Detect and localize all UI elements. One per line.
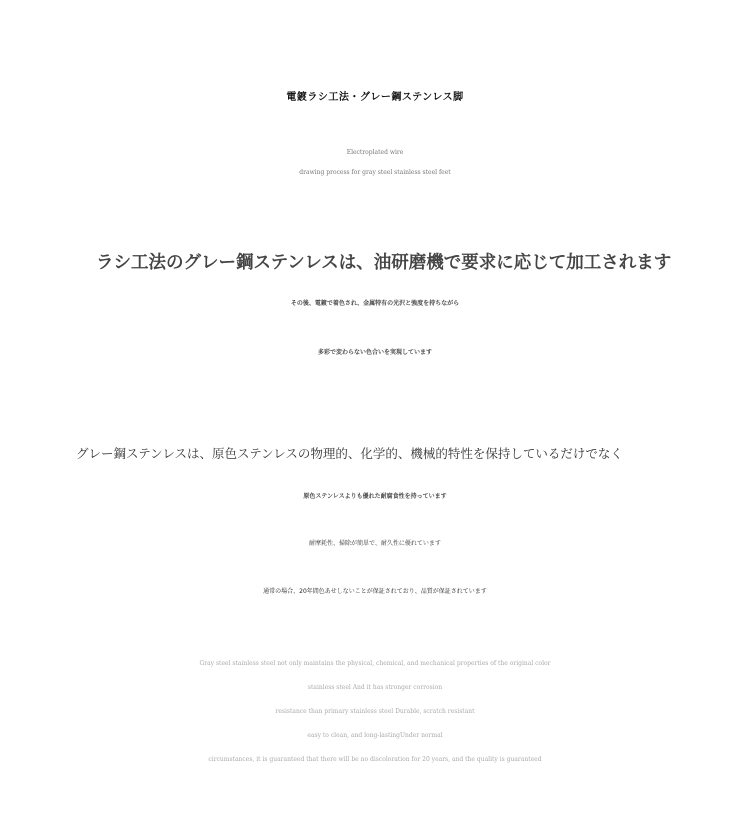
- features-jp-line-1: グレー鋼ステンレスは、原色ステンレスの物理的、化学的、機械的特性を保持しているだけでなく: [76, 446, 623, 461]
- features-jp-line-3: 耐摩耗性、掃除が簡単で、耐久性に優れています: [309, 540, 441, 547]
- intro-jp-line-2: その後、電鍍で着色され、金属特有の光沢と強度を持ちながら: [290, 300, 460, 307]
- page-title: 電鍍ラシ工法・グレー鋼ステンレス脚: [286, 92, 464, 103]
- subtitle-en-line-2: drawing process for gray steel stainless steel feet: [299, 169, 451, 176]
- features-en-line-5: circumstances, it is guaranteed that there will be no discoloration for 20 years, and the quality is guaranteed: [208, 756, 542, 763]
- intro-jp-line-1: ラシ工法のグレー鋼ステンレスは、油研磨機で要求に応じて加工されます: [96, 253, 672, 273]
- features-en-line-4: easy to clean, and long-lastingUnder normal: [307, 732, 443, 739]
- features-en-line-3: resistance than primary stainless steel Durable, scratch resistant: [275, 708, 475, 715]
- features-en-line-1: Gray steel stainless steel not only maintains the physical, chemical, and mechanical properties of the original color: [199, 660, 551, 667]
- features-jp-line-4: 通常の場合、20年間色あせしないことが保証されており、品質が保証されています: [263, 588, 487, 595]
- subtitle-en-line-1: Electroplated wire: [346, 149, 404, 156]
- intro-jp-line-3: 多彩で変わらない色合いを実現しています: [317, 349, 432, 356]
- features-en-line-2: stainless steel And it has stronger corrosion: [307, 684, 443, 691]
- features-jp-line-2: 原色ステンレスよりも優れた耐腐食性を持っています: [303, 493, 447, 500]
